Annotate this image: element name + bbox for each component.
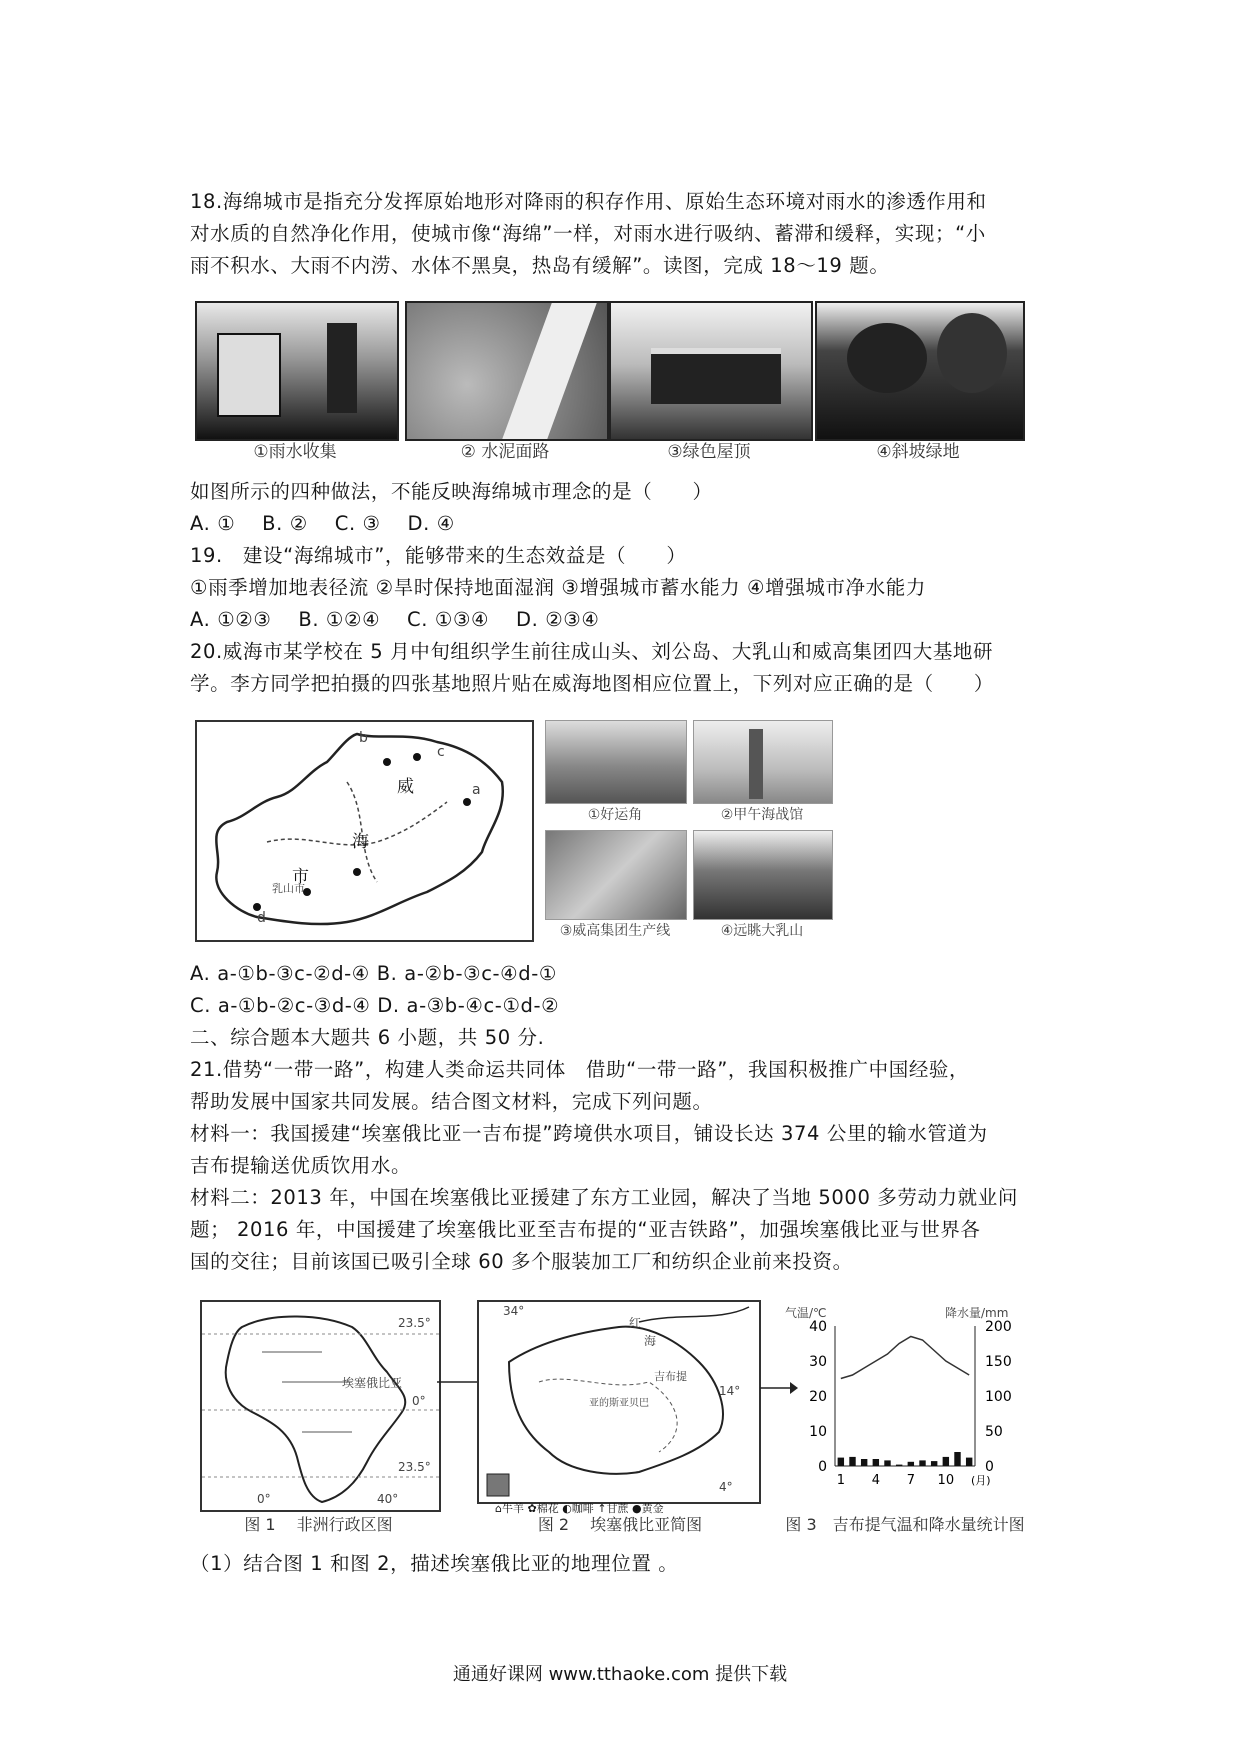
fig3-climate-chart (775, 1300, 1035, 1500)
fig3-rain-tick: 200 (985, 1319, 1012, 1335)
photo-slope-green (815, 301, 1025, 441)
fig3-rain-bar (861, 1459, 867, 1466)
fig3-month-tick: 10 (937, 1473, 955, 1488)
fig3-rain-tick: 0 (985, 1459, 994, 1475)
legend-cotton-icon: ✿ (527, 1502, 537, 1515)
fig3-rain-bar (954, 1452, 960, 1466)
map-label-b: b (359, 730, 368, 746)
caption-q20-photo-1: ①好运角 (587, 807, 643, 823)
fig2-lat-14: 14° (719, 1384, 741, 1398)
caption-q20-photo-4: ④远眺大乳山 (720, 923, 804, 939)
q20-stem-line2: 学。李方同学把拍摄的四张基地照片贴在威海地图相应位置上，下列对应正确的是（ ） (190, 672, 995, 695)
africa-outline (202, 1302, 439, 1510)
fig3-temp-tick: 30 (809, 1354, 827, 1370)
legend-sugarcane: 甘蔗 (606, 1502, 629, 1515)
fig3-rain-bar (838, 1458, 844, 1466)
fig3-month-tick: 1 (836, 1473, 845, 1488)
caption-q20-photo-3: ③威高集团生产线 (559, 923, 671, 939)
fig3-rain-bar (919, 1460, 925, 1466)
fig3-rain-bar (873, 1459, 879, 1466)
fig3-temp-tick: 10 (809, 1424, 827, 1440)
q21-material1-line1: 材料一：我国援建“埃塞俄比亚一吉布提”跨境供水项目，铺设长达 374 公里的输水管道为 (190, 1122, 988, 1145)
fig3-rain-bar (943, 1457, 949, 1466)
fig3-temp-tick: 0 (818, 1459, 827, 1475)
q21-sub1: （1）结合图 1 和图 2，描述埃塞俄比亚的地理位置 。 (190, 1552, 679, 1575)
q18-stem-line3: 雨不积水、大雨不内涝、水体不黑臭，热岛有缓解”。读图，完成 18～19 题。 (190, 254, 890, 277)
fig1-lat-north: 23.5° (398, 1316, 431, 1330)
fig3-rain-tick: 150 (985, 1354, 1012, 1370)
q18-options: A. ① B. ② C. ③ D. ④ (190, 512, 455, 535)
map-label-d: d (257, 910, 266, 926)
photo-rain-collection (195, 301, 399, 441)
fig3-rain-bar (908, 1462, 914, 1466)
fig3-plot (775, 1300, 1035, 1500)
footer: 通通好课网 www.tthaoke.com 提供下载 (452, 1664, 788, 1685)
photo-haoyunjiao (545, 720, 687, 804)
q18-stem-line1: 18.海绵城市是指充分发挥原始地形对降雨的积存作用、原始生态环境对雨水的渗透作用和 (190, 190, 987, 213)
legend-gold: 黄金 (641, 1502, 664, 1515)
q20-options-line1: A. a-①b-③c-②d-④ B. a-②b-③c-④d-① (190, 962, 557, 985)
q21-material2-line2: 题； 2016 年，中国援建了埃塞俄比亚至吉布提的“亚吉铁路”，加强埃塞俄比亚与世界各 (190, 1218, 981, 1241)
fig3-month-tick: 7 (906, 1473, 915, 1488)
fig1-lon-0: 0° (257, 1492, 271, 1506)
fig3-rain-bar (849, 1457, 855, 1466)
fig1-label-ethiopia: 埃塞俄比亚 (342, 1376, 403, 1390)
fig3-rain-tick: 100 (985, 1389, 1012, 1405)
fig3-rain-bar (931, 1461, 937, 1466)
fig3-rain-bar (966, 1458, 972, 1466)
legend-gold-icon: ● (632, 1502, 642, 1515)
legend-sugarcane-icon: ↑ (597, 1502, 607, 1515)
q21-stem-line2: 帮助发展中国家共同发展。结合图文材料，完成下列问题。 (190, 1090, 713, 1113)
caption-q20-photo-2: ②甲午海战馆 (720, 807, 804, 823)
fig1-lat-south: 23.5° (398, 1460, 431, 1474)
fig3-temp-line (841, 1337, 969, 1379)
q19-stem: 19. 建设“海绵城市”，能够带来的生态效益是（ ） (190, 544, 687, 567)
q21-material1-line2: 吉布提输送优质饮用水。 (190, 1154, 412, 1177)
q19-options: A. ①②③ B. ①②④ C. ①③④ D. ②③④ (190, 608, 600, 631)
fig3-month-tick: 4 (871, 1473, 880, 1488)
fig1-equator: 0° (412, 1394, 426, 1408)
fig2-lat-4: 4° (719, 1480, 733, 1494)
caption-photo-1: ①雨水收集 (253, 442, 337, 462)
fig2-djibouti: 吉布提 (654, 1370, 687, 1383)
map-label-a: a (472, 782, 481, 798)
photo-jiawu-museum (693, 720, 833, 804)
caption-photo-3: ③绿色屋顶 (667, 442, 751, 462)
legend-cotton: 棉花 (536, 1502, 559, 1515)
fig3-temp-label: 气温/℃ (785, 1306, 827, 1320)
fig1-africa-map (200, 1300, 441, 1512)
fig3-caption: 图 3 吉布提气温和降水量统计图 (785, 1515, 1025, 1534)
photo-green-roof (609, 301, 813, 441)
fig1-caption: 图 1 非洲行政区图 (244, 1515, 393, 1534)
map-label-wei: 威 (397, 777, 414, 797)
fig2-ethiopia-map (477, 1300, 761, 1504)
q18-stem-line2: 对水质的自然净化作用，使城市像“海绵”一样，对雨水进行吸纳、蓄滞和缓释，实现；“小 (190, 222, 986, 245)
q21-stem-line1: 21.借势“一带一路”，构建人类命运共同体 借助“一带一路”，我国积极推广中国经验， (190, 1058, 970, 1081)
q20-stem-line1: 20.威海市某学校在 5 月中旬组织学生前往成山头、刘公岛、大乳山和威高集团四大基地研 (190, 640, 994, 663)
q21-material2-line3: 国的交往；目前该国已吸引全球 60 多个服装加工厂和纺织企业前来投资。 (190, 1250, 853, 1273)
section-2-heading: 二、综合题本大题共 6 小题，共 50 分. (190, 1026, 545, 1049)
map-label-hai: 海 (352, 832, 369, 852)
q20-options-line2: C. a-①b-②c-③d-④ D. a-③b-④c-①d-② (190, 994, 560, 1017)
map-label-shi: 市 (292, 867, 309, 887)
legend-coffee: 咖啡 (571, 1502, 594, 1515)
fig3-temp-tick: 20 (809, 1389, 827, 1405)
map-label-c: c (437, 744, 445, 760)
fig3-rain-bar (896, 1465, 902, 1466)
photo-weigao-production (545, 830, 687, 920)
fig2-lon-34: 34° (503, 1304, 525, 1318)
fig3-temp-tick: 40 (809, 1319, 827, 1335)
caption-photo-4: ④斜坡绿地 (876, 442, 960, 462)
q18-question: 如图所示的四种做法，不能反映海绵城市理念的是（ ） (190, 480, 713, 503)
fig2-red-sea-2: 海 (644, 1334, 657, 1348)
fig1-lon-40: 40° (377, 1492, 399, 1506)
photo-cement-road (405, 301, 609, 441)
fig2-capital: 亚的斯亚贝巴 (589, 1398, 649, 1409)
q19-items: ①雨季增加地表径流 ②旱时保持地面湿润 ③增强城市蓄水能力 ④增强城市净水能力 (190, 576, 926, 599)
legend-coffee-icon: ◐ (562, 1502, 572, 1515)
q21-material2-line1: 材料二：2013 年，中国在埃塞俄比亚援建了东方工业园，解决了当地 5000 多劳动力就业问 (190, 1186, 1018, 1209)
legend-cattle-icon: ⌂ (495, 1502, 502, 1515)
weihai-map (195, 720, 534, 942)
fig3-month-unit: (月) (971, 1474, 991, 1487)
legend-cattle: 牛羊 (501, 1502, 524, 1515)
fig3-rain-bar (884, 1460, 890, 1466)
fig3-rain-tick: 50 (985, 1424, 1003, 1440)
photo-darushan (693, 830, 833, 920)
caption-photo-2: ② 水泥面路 (460, 442, 550, 462)
fig2-red-sea-1: 红 (629, 1316, 642, 1330)
fig2-caption: 图 2 埃塞俄比亚简图 (537, 1515, 703, 1534)
fig3-rain-label: 降水量/mm (945, 1306, 1009, 1320)
map-label-rushan: 乳山市 (272, 882, 305, 895)
